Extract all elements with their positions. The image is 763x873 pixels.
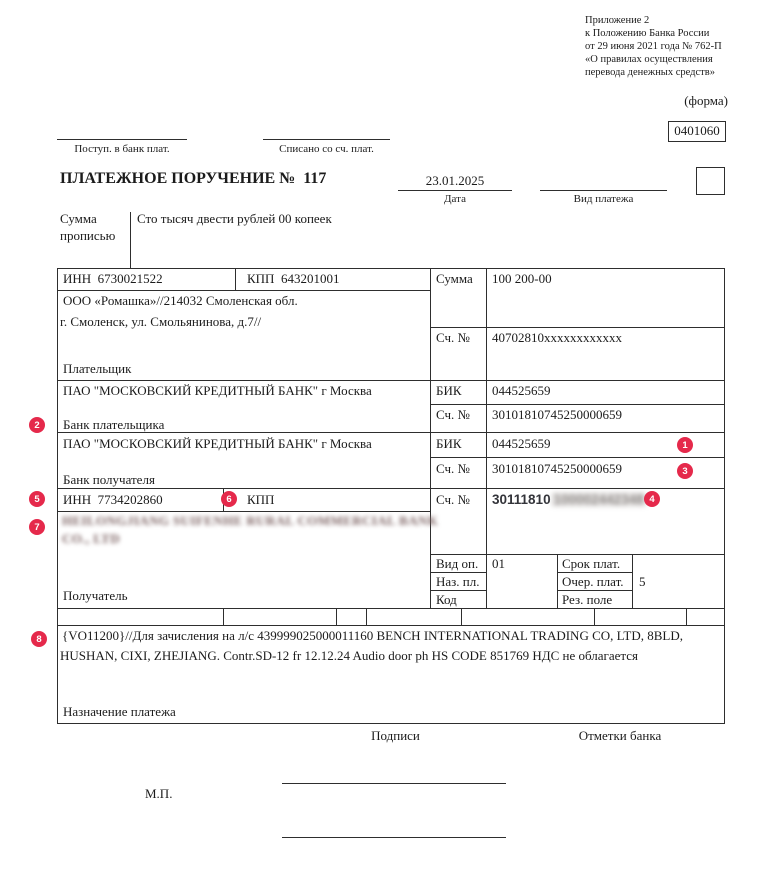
strip-row-line	[57, 625, 725, 626]
benef-bank-bik-label: БИК	[436, 436, 462, 451]
benef-account-visible: 30111810	[492, 492, 551, 507]
amount-value: 100 200-00	[492, 271, 552, 286]
annotation-badge-1: 1	[677, 437, 693, 453]
benef-bank-block-line	[57, 488, 725, 489]
annotation-badge-8: 8	[31, 631, 47, 647]
rez-pole-label: Рез. поле	[562, 592, 613, 607]
annotation-badge-7: 7	[29, 519, 45, 535]
strip-divider	[223, 608, 224, 625]
benef-bank-name: ПАО "МОСКОВСКИЙ КРЕДИТНЫЙ БАНК" г Москва	[63, 436, 372, 451]
spisano-line	[263, 139, 390, 140]
form-code-box	[668, 121, 726, 142]
benef-bank-acct: 30101810745250000659	[492, 461, 622, 476]
annotation-badge-3: 3	[677, 463, 693, 479]
vid-op-value: 01	[492, 556, 505, 571]
annotation-badge-4: 4	[644, 491, 660, 507]
purpose-line2: HUSHAN, CIXI, ZHEJIANG. Contr.SD-12 fr 12.12.24 Audio door ph HS CODE 851769 НДС не облагается	[60, 648, 638, 663]
main-column-divider	[430, 268, 431, 608]
table-left-border	[57, 268, 58, 723]
annotation-badge-6: 6	[221, 491, 237, 507]
naz-pl-row-line	[430, 590, 487, 591]
vidop-value-divider	[557, 554, 558, 608]
payer-inn-row-line	[57, 290, 431, 291]
annotation-badge-5: 5	[29, 491, 45, 507]
signature-line-2	[282, 837, 506, 838]
benef-bank-acct-label: Сч. №	[436, 461, 470, 476]
purpose-block-line	[57, 723, 725, 724]
payment-type-line	[540, 190, 667, 191]
annotation-badge-2: 2	[29, 417, 45, 433]
benef-inn: ИНН 7734202860	[63, 492, 163, 507]
benef-inn-row-line	[57, 511, 431, 512]
purpose-section-label: Назначение платежа	[63, 704, 176, 719]
appendix-line: «О правилах осуществления	[585, 54, 713, 65]
strip-divider	[366, 608, 367, 625]
payer-name-line2: г. Смоленск, ул. Смольянинова, д.7//	[60, 314, 262, 329]
date-label: Дата	[444, 193, 466, 205]
payer-bank-acct: 30101810745250000659	[492, 407, 622, 422]
amount-words-value: Сто тысяч двести рублей 00 копеек	[137, 211, 332, 226]
appendix-line: к Положению Банка России	[585, 28, 710, 39]
strip-divider	[686, 608, 687, 625]
strip-divider	[461, 608, 462, 625]
ocher-plat-label: Очер. плат.	[562, 574, 624, 589]
ocher-plat-value: 5	[639, 574, 646, 589]
table-right-border	[724, 268, 725, 723]
appendix-line: перевода денежных средств»	[585, 67, 715, 78]
payer-bank-bik-line	[430, 404, 724, 405]
benef-account-redacted: 100002442348	[551, 492, 647, 507]
benef-kpp-label: КПП	[247, 492, 275, 507]
benef-account-label: Сч. №	[436, 492, 470, 507]
amount-words-divider	[130, 212, 131, 268]
postup-label: Поступ. в банк плат.	[74, 143, 170, 155]
vid-op-row-line	[430, 572, 487, 573]
benef-bank-bik: 044525659	[492, 436, 551, 451]
appendix-line: Приложение 2	[585, 15, 650, 26]
amount-words-label2: прописью	[60, 228, 116, 243]
postup-line	[57, 139, 187, 140]
payer-bank-acct-label: Сч. №	[436, 407, 470, 422]
srok-row-line	[557, 572, 633, 573]
payer-bank-bik: 044525659	[492, 383, 551, 398]
forma-label: (форма)	[684, 93, 728, 108]
form-code: 0401060	[674, 123, 720, 138]
srok-value-divider	[632, 554, 633, 608]
spisano-label: Списано со сч. плат.	[279, 143, 374, 155]
benef-bank-section-label: Банк получателя	[63, 472, 155, 487]
payer-inn-kpp-divider	[235, 268, 236, 290]
vid-op-label: Вид оп.	[436, 556, 479, 571]
kod-label: Код	[436, 592, 457, 607]
benef-name-line1-blurred: HEILONGJIANG SUIFENHE RURAL COMMERCIAL BANK	[62, 513, 439, 528]
payer-block-line	[57, 380, 725, 381]
payer-section-label: Плательщик	[63, 361, 132, 376]
stamp-place-label: М.П.	[145, 786, 173, 801]
payer-account-value: 40702810xxxxxxxxxxxx	[492, 330, 622, 345]
amount-label: Сумма	[436, 271, 473, 286]
payer-kpp: КПП 643201001	[247, 271, 340, 286]
payer-bank-name: ПАО "МОСКОВСКИЙ КРЕДИТНЫЙ БАНК" г Москва	[63, 383, 372, 398]
purpose-line1: {VO11200}//Для зачисления на л/с 439999025000011160 BENCH INTERNATIONAL TRADING CO, LTD, 8BLD,	[62, 628, 683, 643]
date-line	[398, 190, 512, 191]
benef-account-value	[492, 492, 647, 507]
benef-account-row-line	[430, 554, 724, 555]
benef-block-line	[57, 608, 725, 609]
signatures-label: Подписи	[371, 728, 420, 743]
table-top-line	[57, 268, 725, 269]
amount-words-label: Сумма	[60, 211, 97, 226]
benef-bank-bik-line	[430, 457, 724, 458]
payer-bank-bik-label: БИК	[436, 383, 462, 398]
ocher-row-line	[557, 590, 633, 591]
benef-section-label: Получатель	[63, 588, 128, 603]
payment-type-box	[696, 167, 725, 195]
date-value: 23.01.2025	[425, 173, 485, 188]
payer-account-label: Сч. №	[436, 330, 470, 345]
naz-pl-label: Наз. пл.	[436, 574, 480, 589]
appendix-line: от 29 июня 2021 года № 762-П	[585, 41, 722, 52]
payer-inn: ИНН 6730021522	[63, 271, 163, 286]
payment-type-label: Вид платежа	[573, 193, 634, 205]
label-value-divider	[486, 268, 487, 608]
document-title: ПЛАТЕЖНОЕ ПОРУЧЕНИЕ № 117	[60, 170, 327, 187]
bank-marks-label: Отметки банка	[578, 728, 662, 743]
amount-row-line	[430, 327, 724, 328]
strip-divider	[336, 608, 337, 625]
strip-divider	[594, 608, 595, 625]
signature-line-1	[282, 783, 506, 784]
payer-bank-section-label: Банк плательщика	[63, 417, 165, 432]
payer-name-line1: ООО «Ромашка»//214032 Смоленская обл.	[63, 293, 298, 308]
benef-name-line2-blurred: CO., LTD	[62, 531, 120, 546]
srok-plat-label: Срок плат.	[562, 556, 621, 571]
